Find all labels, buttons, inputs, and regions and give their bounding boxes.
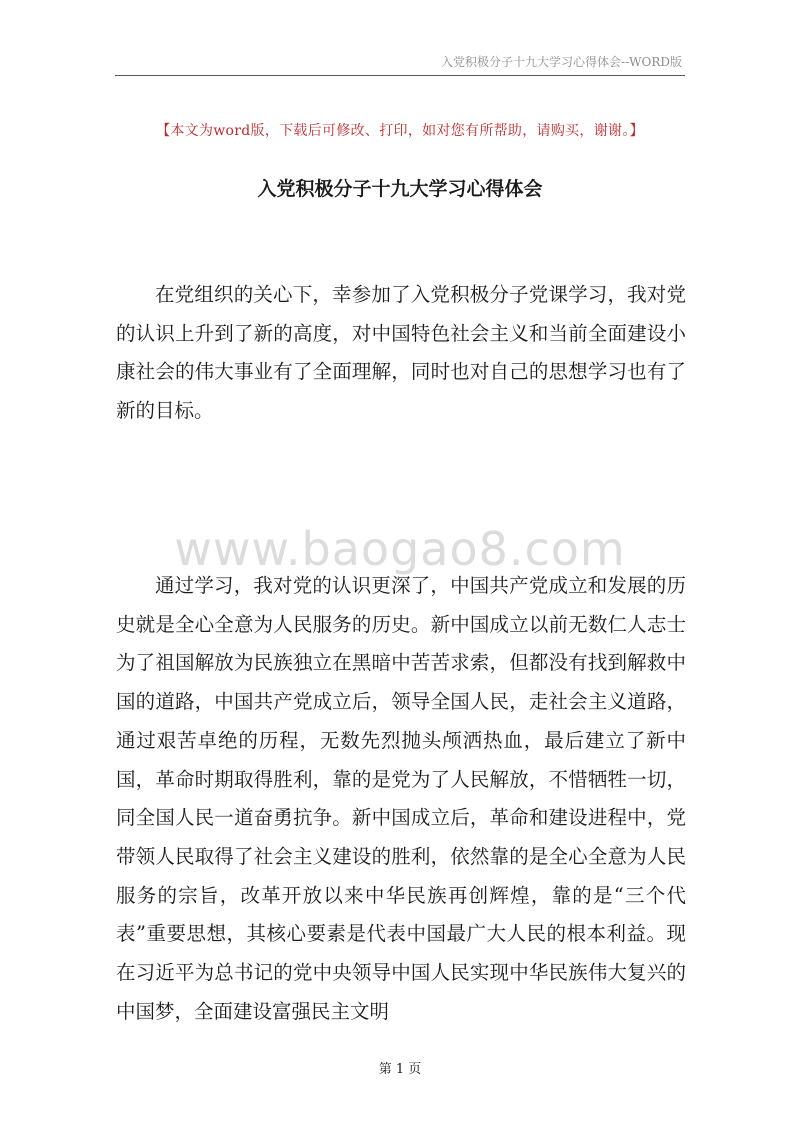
purchase-notice: 【本文为word版，下载后可修改、打印，如对您有所帮助，请购买，谢谢。】: [156, 123, 644, 139]
body-paragraph-2: 通过学习，我对党的认识更深了，中国共产党成立和发展的历史就是全心全意为人民服务的历史。新中国成立以前无数仁人志士为了祖国解放为民族独立在黑暗中苦苦求索，但都没有找到解救中国的道路，中国共产党成立后，领导全国人民，走社会主义道路，通过艰苦卓绝的历程，无数先烈抛头颅洒热血，最后建立了新中国，革命时期取得胜利，靠的是党为了人民解放，不惜牺牲一切，同全国人民一道奋勇抗争。新中国成立后，革命和建设进程中，党带领人民取得了社会主义建设的胜利，依然靠的是全心全意为人民服务的宗旨，改革开放以来中华民族再创辉煌，靠的是“三个代表”重要思想，其核心要素是代表中国最广大人民的根本利益。现在习近平为总书记的党中央领导中国人民实现中华民族伟大复兴的中国梦，全面建设富强民主文明: [116, 574, 686, 1023]
page-number: 第 1 页: [378, 1062, 422, 1077]
body-paragraph-1: 在党组织的关心下，幸参加了入党积极分子党课学习，我对党的认识上升到了新的高度，对中国特色社会主义和当前全面建设小康社会的伟大事业有了全面理解，同时也对自己的思想学习也有了新的目标。: [116, 283, 686, 423]
watermark: www.baogao8.com: [174, 522, 626, 576]
running-header: 入党积极分子十九大学习心得体会--WORD版: [441, 55, 682, 69]
document-title: 入党积极分子十九大学习心得体会: [257, 178, 543, 200]
header-divider: [115, 75, 685, 76]
